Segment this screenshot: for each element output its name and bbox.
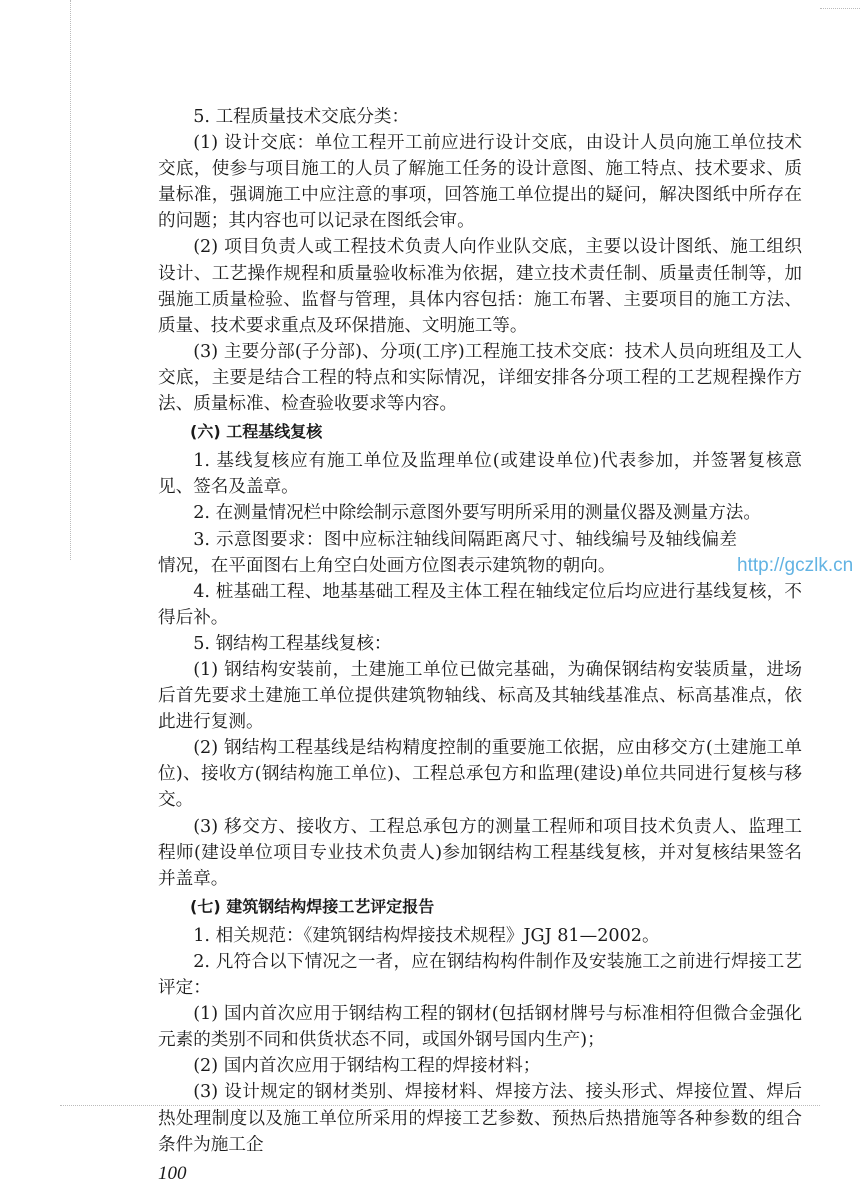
paragraph: 2. 在测量情况栏中除绘制示意图外要写明所采用的测量仪器及测量方法。 [193,503,761,524]
paragraph: 1. 相关规范：《建筑钢结构焊接技术规程》JGJ 81—2002。 [193,925,660,946]
paragraph: (2) 国内首次应用于钢结构工程的焊接材料； [193,1056,541,1077]
paragraph: (2) 钢结构工程基线是结构精度控制的重要施工依据，应由移交方(土建施工单位)、接收方(钢结构施工单位)、工程总承包方和监理(建设)单位共同进行复核与移交。 [158,738,802,811]
watermark-link: http://gczlk.cn [737,554,854,576]
paragraph: 4. 桩基础工程、地基基础工程及主体工程在轴线定位后均应进行基线复核，不得后补。 [158,581,802,628]
section-heading: (六) 工程基线复核 [190,422,323,442]
paragraph: 5. 钢结构工程基线复核： [193,633,392,654]
paragraph: (3) 设计规定的钢材类别、焊接材料、焊接方法、接头形式、焊接位置、焊后热处理制度以及施工单位所采用的焊接工艺参数、预热后热措施等各种参数的组合条件为施工企 [158,1082,802,1155]
paragraph: (1) 设计交底：单位工程开工前应进行设计交底，由设计人员向施工单位技术交底，使参与项目施工的人员了解施工任务的设计意图、施工特点、技术要求、质量标准，强调施工中应注意的事项，回答施工单位提出的疑问，解决图纸中所存在的问题；其内容也可以记录在图纸会审。 [158,133,802,232]
paragraph: (1) 钢结构安装前，土建施工单位已做完基础，为确保钢结构安装质量，进场后首先要求土建施工单位提供建筑物轴线、标高及其轴线基准点、标高基准点，依此进行复测。 [158,659,802,733]
section-heading: (七) 建筑钢结构焊接工艺评定报告 [190,896,435,916]
paragraph-text: 3. 示意图要求：图中应标注轴线间隔距离尺寸、轴线编号及轴线偏差情况，在平面图右上角空白处画方位图表示建筑物的朝向。 [158,529,737,576]
page-number: 100 [158,1162,187,1184]
scan-artifact-left [70,0,71,560]
paragraph: 2. 凡符合以下情况之一者，应在钢结构构件制作及安装施工之前进行焊接工艺评定： [158,952,802,999]
paragraph: 5. 工程质量技术交底分类： [193,107,410,127]
paragraph [158,527,854,579]
paragraph: (2) 项目负责人或工程技术负责人向作业队交底，主要以设计图纸、施工组织设计、工艺操作规程和质量验收标准为依据，建立技术责任制、质量责任制等，加强施工质量检验、监督与管理，具体内容包括：施工布署、主要项目的施工方法、质量、技术要求重点及环保措施、文明施工等。 [158,237,802,336]
page-body [158,104,854,1186]
paragraph: 1. 基线复核应有施工单位及监理单位(或建设单位)代表参加，并签署复核意见、签名及盖章。 [158,451,802,498]
watermark [737,527,867,579]
scan-artifact-top [820,0,860,9]
paragraph: (3) 主要分部(子分部)、分项(工序)工程施工技术交底：技术人员向班组及工人交底，主要是结合工程的特点和实际情况，详细安排各分项工程的工艺规程操作方法、质量标准、检查验收要求等内容。 [158,341,802,415]
paragraph: (1) 国内首次应用于钢结构工程的钢材(包括钢材牌号与标准相符但微合金强化元素的类别不同和供货状态不同，或国外钢号国内生产)； [158,1004,802,1051]
paragraph: (3) 移交方、接收方、工程总承包方的测量工程师和项目技术负责人、监理工程师(建设单位项目专业技术负责人)参加钢结构工程基线复核，并对复核结果签名并盖章。 [158,816,802,889]
